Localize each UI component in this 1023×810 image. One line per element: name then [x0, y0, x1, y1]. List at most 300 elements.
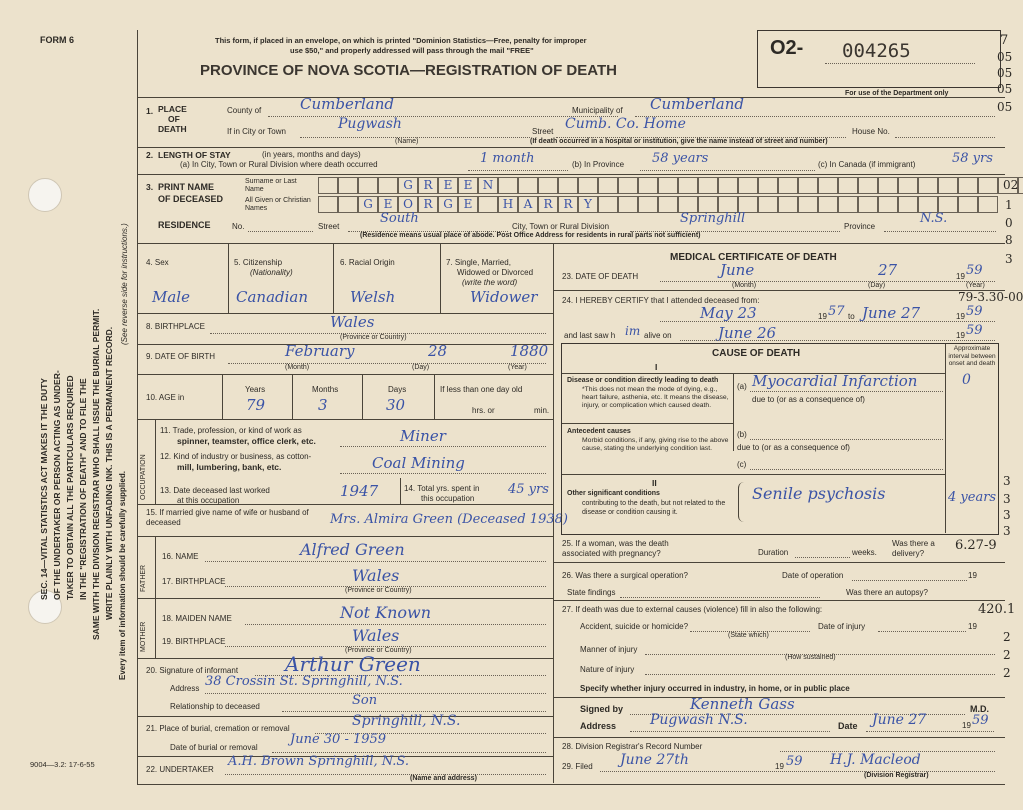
q14-value: 45 yrs — [508, 482, 549, 497]
surname-box — [378, 177, 398, 194]
physician-address-line — [630, 731, 830, 732]
surname-letter: R — [418, 177, 438, 194]
q24-from: May 23 — [700, 304, 757, 322]
residence-province-value: N.S. — [920, 211, 948, 226]
margin-code-9: 8 — [1005, 233, 1013, 247]
q13-value: 1947 — [340, 482, 379, 500]
residence-no-line — [248, 231, 313, 232]
accident-label: Accident, suicide or homicide? — [580, 622, 689, 631]
margin-code-8: 0 — [1005, 216, 1013, 230]
q24-from-year-prefix: 19 — [818, 312, 827, 321]
stay-province-label: (b) In Province — [572, 160, 625, 169]
race-label: 6. Racial Origin — [340, 258, 395, 267]
relationship-value: Son — [352, 693, 378, 708]
q11-label-1: 11. Trade, profession, or kind of work as — [160, 426, 302, 435]
stay-province-line — [640, 170, 815, 171]
q24-from-year: 57 — [828, 304, 845, 319]
birthplace-value: Wales — [330, 313, 375, 331]
q11-value: Miner — [400, 427, 446, 445]
q13-divider — [400, 478, 401, 504]
father-side-label: FATHER — [140, 564, 147, 592]
informant-address: 38 Crossin St. Springhill, N.S. — [205, 674, 403, 689]
registrar-caption: (Division Registrar) — [864, 772, 929, 779]
physician-date-label: Date — [838, 721, 858, 731]
dob-year: 1880 — [510, 342, 549, 360]
q24-label: 24. I HEREBY CERTIFY that I attended deceased from: — [562, 296, 760, 305]
stay-canada-label: (c) In Canada (if immigrant) — [818, 160, 916, 169]
dob-month: February — [285, 342, 355, 360]
rule-signed — [553, 737, 1005, 738]
dob-day-caption: (Day) — [412, 364, 430, 371]
q14-label-1: 14. Total yrs. spent in — [404, 484, 480, 493]
marital-sub: (write the word) — [462, 278, 518, 287]
given-label: All Given or Christian Names — [245, 197, 311, 212]
surname-letter: G — [398, 177, 418, 194]
margin-code-3: 05 — [997, 66, 1013, 80]
surname-box — [778, 177, 798, 194]
date-of-operation-line — [852, 580, 967, 581]
residence-city-label: City, Town or Rural Division — [512, 222, 610, 231]
given-box — [758, 196, 778, 213]
other-value: Senile psychosis — [752, 484, 886, 503]
surname-box — [638, 177, 658, 194]
mother-birthplace-label: 19. BIRTHPLACE — [162, 637, 226, 646]
given-box — [818, 196, 838, 213]
specify-label: Specify whether injury occurred in industry, in home, or in public place — [580, 684, 850, 693]
department-use-note: For use of the Department only — [845, 90, 949, 97]
cause-a-line — [750, 391, 943, 392]
surname-box — [838, 177, 858, 194]
surname-box — [538, 177, 558, 194]
nature-line — [645, 674, 995, 675]
physician-address-label: Address — [580, 721, 617, 731]
given-letter: R — [538, 196, 558, 213]
undertaker-line — [225, 774, 546, 775]
mother-birthplace-value: Wales — [352, 626, 400, 645]
city-value: Pugwash — [338, 116, 402, 132]
given-letter: Y — [578, 196, 598, 213]
sec2-num: 2. — [146, 150, 154, 160]
municipality-value: Cumberland — [650, 95, 745, 113]
disease-label: Disease or condition directly leading to death — [567, 377, 719, 384]
antecedent-label: Antecedent causes — [567, 428, 631, 435]
date-of-injury-label: Date of injury — [818, 622, 866, 631]
rule-15 — [137, 536, 553, 537]
q23-day: 27 — [878, 261, 898, 279]
q15-label: 15. If married give name of wife or husband of deceased — [146, 508, 309, 527]
md-label: M.D. — [970, 704, 989, 714]
other-bracket — [738, 482, 939, 522]
surname-box — [918, 177, 938, 194]
registration-prefix: O2- — [770, 37, 804, 59]
margin-code-13: 420.1 — [978, 602, 1016, 617]
street-value: Cumb. Co. Home — [565, 116, 686, 132]
age-min-label: min. — [534, 406, 550, 415]
physician-address: Pugwash N.S. — [650, 712, 748, 728]
filed-year-prefix: 19 — [775, 762, 784, 771]
q15-value: Mrs. Almira Green (Deceased 1938) — [330, 512, 568, 527]
every-item-note: Every item of information should be carefully supplied. — [118, 471, 127, 680]
age-divider-3 — [362, 374, 363, 419]
residence-caption: (Residence means usual place of abode. Post Office Address for residents in rural parts not sufficient) — [360, 232, 701, 239]
given-box — [658, 196, 678, 213]
surname-box — [818, 177, 838, 194]
relationship-line — [282, 711, 546, 712]
given-letter: G — [358, 196, 378, 213]
surname-box — [758, 177, 778, 194]
surname-box — [958, 177, 978, 194]
sec1-label-death: DEATH — [158, 124, 187, 134]
rule-20 — [137, 716, 553, 717]
citizenship-label: 5. Citizenship — [234, 258, 283, 267]
mother-name-line — [245, 624, 546, 625]
given-box — [958, 196, 978, 213]
roman-two: II — [652, 478, 657, 488]
how-sustained-caption: (How sustained) — [785, 654, 836, 661]
roman-one: I — [655, 362, 658, 372]
stay-province-value: 58 years — [652, 151, 709, 166]
age-months-label: Months — [312, 385, 339, 394]
q23-day-cap: (Day) — [868, 282, 886, 289]
margin-code-2: 05 — [997, 50, 1013, 64]
margin-code-19: 3 — [1003, 508, 1011, 522]
filed-year: 59 — [786, 754, 803, 769]
burial-label: 21. Place of burial, cremation or removal — [146, 724, 290, 733]
form-title: PROVINCE OF NOVA SCOTIA—REGISTRATION OF DEATH — [200, 62, 617, 79]
delivery-label: Was there a delivery? — [892, 539, 935, 558]
mother-side-label: MOTHER — [140, 621, 147, 652]
q23-month-cap: (Month) — [732, 282, 757, 289]
q24-to-year-prefix: 19 — [956, 312, 965, 321]
last-saw-date: June 26 — [718, 324, 777, 342]
divider-4 — [228, 243, 229, 313]
filed-date: June 27th — [620, 752, 689, 768]
rule-top — [137, 97, 1005, 98]
hospital-caption: (If death occurred in a hospital or institution, give the name instead of street and number) — [530, 138, 828, 145]
q23-label: 23. DATE OF DEATH — [562, 272, 639, 281]
instruction-sec14-3: TAKER TO OBTAIN ALL THE PARTICULARS REQUIRED — [65, 375, 75, 600]
surname-label: Surname or Last Name — [245, 178, 297, 193]
instruction-sec14-6: WRITE PLAINLY WITH UNFADING INK. THIS IS A PERMANENT RECORD. — [104, 326, 114, 620]
given-box — [898, 196, 918, 213]
stay-city-label: (a) In City, Town or Rural Division where death occurred — [180, 160, 378, 169]
q23-month: June — [720, 261, 755, 279]
physician-date-year: 59 — [972, 713, 989, 728]
form-print-code: 9004—3.2: 17-6-55 — [30, 760, 95, 769]
house-line — [895, 137, 995, 138]
race-value: Welsh — [350, 288, 396, 306]
q23-line — [660, 281, 995, 282]
surname-box — [498, 177, 518, 194]
sec1-num: 1. — [146, 106, 154, 116]
given-box — [838, 196, 858, 213]
father-name-label: 16. NAME — [162, 552, 199, 561]
cause-a-due-to: due to (or as a consequence of) — [752, 395, 865, 404]
given-box — [338, 196, 358, 213]
residence-street-label: Street — [318, 222, 340, 231]
sex-value: Male — [152, 288, 190, 306]
margin-code-6: 02 — [1003, 178, 1019, 192]
nature-label: Nature of injury — [580, 665, 635, 674]
q13-label-2: at this occupation — [177, 496, 240, 505]
age-lt-day-label: If less than one day old — [440, 385, 523, 394]
q28-label: 28. Division Registrar's Record Number — [562, 742, 703, 751]
q11-label-2: spinner, teamster, office clerk, etc. — [177, 436, 316, 446]
age-years-value: 79 — [246, 396, 266, 414]
stay-city-value: 1 month — [480, 151, 535, 166]
age-hrs-label: hrs. or — [472, 406, 495, 415]
sec1-label-place: PLACE — [158, 104, 187, 114]
q14-label-2: this occupation — [421, 494, 475, 503]
given-letter — [478, 196, 498, 213]
cause-sub-rule-3 — [562, 474, 945, 475]
residence-province-label: Province — [844, 222, 876, 231]
given-box — [638, 196, 658, 213]
weeks-label: weeks. — [852, 548, 877, 557]
burial-date-line — [272, 752, 546, 753]
undertaker-value: A.H. Brown Springhill, N.S. — [228, 754, 410, 769]
postage-notice-2: use $50," and properly addressed will pass through the mail "FREE" — [290, 46, 534, 55]
cause-c-line — [750, 469, 943, 470]
surname-box — [798, 177, 818, 194]
q26-label: 26. Was there a surgical operation? — [562, 571, 688, 580]
alive-label: alive on — [644, 331, 672, 340]
dob-day: 28 — [428, 342, 448, 360]
state-findings-label: State findings — [567, 588, 616, 597]
q12-line — [340, 473, 546, 474]
surname-box — [338, 177, 358, 194]
surname-box — [938, 177, 958, 194]
cause-interval-divider — [945, 344, 946, 533]
dob-year-caption: (Year) — [508, 364, 527, 371]
given-letter: O — [398, 196, 418, 213]
relationship-label: Relationship to deceased — [170, 702, 260, 711]
last-saw-year: 59 — [966, 323, 983, 338]
cause-a-interval: 0 — [962, 372, 971, 388]
given-box — [318, 196, 338, 213]
q23-year-prefix: 19 — [956, 272, 965, 281]
county-label: County of — [227, 106, 262, 115]
q23-year: 59 — [966, 263, 983, 278]
sec2-label: LENGTH OF STAY — [158, 150, 231, 160]
given-letter: H — [498, 196, 518, 213]
rule-sec1 — [137, 147, 1005, 148]
date-of-operation-year: 19 — [968, 571, 977, 580]
age-divider-4 — [434, 374, 435, 419]
stay-canada-value: 58 yrs — [952, 151, 993, 166]
given-box — [798, 196, 818, 213]
surname-box — [858, 177, 878, 194]
mother-name-value: Not Known — [340, 603, 432, 622]
father-birthplace-label: 17. BIRTHPLACE — [162, 577, 226, 586]
municipality-label: Municipality of — [572, 106, 623, 115]
cause-b-label: (b) — [737, 430, 747, 439]
surname-box — [1018, 177, 1023, 194]
occupation-side-divider — [155, 419, 156, 504]
last-saw-year-prefix: 19 — [956, 331, 965, 340]
residence-province-line — [884, 231, 996, 232]
divider-5 — [333, 243, 334, 313]
informant-signature: Arthur Green — [285, 652, 421, 676]
mother-prov-caption: (Province or Country) — [345, 647, 412, 654]
q25-label: 25. If a woman, was the death associated with pregnancy? — [562, 539, 669, 558]
rule-sec3 — [137, 243, 1005, 244]
last-saw-line — [680, 340, 995, 341]
autopsy-label: Was there an autopsy? — [846, 588, 928, 597]
q12-label-2: mill, lumbering, bank, etc. — [177, 462, 282, 472]
given-box — [858, 196, 878, 213]
residence-no-label: No. — [232, 222, 245, 231]
margin-code-15: 2 — [1003, 648, 1011, 662]
filed-line — [600, 771, 995, 772]
rule-sec2 — [137, 174, 1005, 175]
q24-to-label: to — [848, 312, 855, 321]
age-days-label: Days — [388, 385, 407, 394]
rule-10 — [137, 419, 553, 420]
age-divider-2 — [292, 374, 293, 419]
cause-b-due-to: due to (or as a consequence of) — [737, 443, 850, 452]
given-letter: E — [458, 196, 478, 213]
last-saw-mid: im — [625, 324, 641, 338]
rule-bottom — [137, 784, 1005, 785]
cause-a-value: Myocardial Infarction — [752, 372, 918, 390]
residence-label: RESIDENCE — [158, 220, 211, 230]
physician-date-line — [866, 731, 994, 732]
surname-box — [618, 177, 638, 194]
form-left-border — [137, 30, 138, 785]
sec2-label-rest: (in years, months and days) — [262, 150, 361, 159]
sec3-num: 3. — [146, 182, 154, 192]
medical-title: MEDICAL CERTIFICATE OF DEATH — [670, 252, 837, 263]
last-saw-label: and last saw h — [564, 331, 616, 340]
antecedent-desc: Morbid conditions, if any, giving rise to the above cause, stating the underlying condition last. — [582, 437, 729, 452]
instruction-sec14-2: OF THE UNDERTAKER OR PERSON ACTING AS UNDER- — [52, 370, 62, 600]
sec3-label-print: PRINT NAME — [158, 182, 214, 192]
father-side-divider — [155, 536, 156, 598]
margin-code-14: 2 — [1003, 630, 1011, 644]
dob-month-caption: (Month) — [285, 364, 310, 371]
physician-date-year-prefix: 19 — [962, 721, 971, 730]
surname-box — [878, 177, 898, 194]
sec1-label-of: OF — [168, 114, 180, 124]
cause-inner-divider — [733, 373, 734, 451]
q13-label-1: 13. Date deceased last worked — [160, 486, 270, 495]
residence-city-value: Springhill — [680, 211, 746, 226]
surname-box — [358, 177, 378, 194]
surname-box — [318, 177, 338, 194]
q11-line — [340, 446, 546, 447]
postage-notice-1: This form, if placed in an envelope, on which is printed "Dominion Statistics—Free, penalty for improper — [215, 36, 587, 45]
margin-code-17: 3 — [1003, 474, 1011, 488]
margin-code-4: 05 — [997, 82, 1013, 96]
physician-signature: Kenneth Gass — [690, 695, 795, 713]
date-of-injury-year: 19 — [968, 622, 977, 631]
margin-code-7: 1 — [1005, 198, 1013, 212]
surname-box — [658, 177, 678, 194]
marital-label-2: Widowed or Divorced — [457, 268, 534, 277]
given-box — [978, 196, 998, 213]
q12-label-1: 12. Kind of industry or business, as cotton- — [160, 452, 312, 461]
punch-hole-top — [28, 178, 62, 212]
cause-b-line — [750, 439, 943, 440]
surname-box — [558, 177, 578, 194]
surname-letter: E — [458, 177, 478, 194]
given-box — [598, 196, 618, 213]
surname-boxes — [318, 177, 1023, 194]
margin-code-10: 3 — [1005, 252, 1013, 266]
surname-box — [518, 177, 538, 194]
father-birthplace-value: Wales — [352, 566, 400, 585]
form-number: FORM 6 — [40, 35, 75, 45]
margin-code-16: 2 — [1003, 666, 1011, 680]
instruction-sec14-1: SEC. 14—VITAL STATISTICS ACT MAKES IT THE DUTY — [39, 378, 49, 600]
informant-address-label: Address — [170, 684, 200, 693]
rule-25 — [553, 562, 1005, 563]
stay-city-line — [468, 170, 568, 171]
cause-a-label: (a) — [737, 382, 747, 391]
see-reverse-note: (See reverse side for instructions.) — [120, 223, 129, 345]
age-months-value: 3 — [318, 396, 328, 414]
burial-value: Springhill, N.S. — [352, 713, 461, 729]
margin-code-5: 05 — [997, 100, 1013, 114]
other-interval: 4 years — [948, 490, 997, 505]
given-box — [618, 196, 638, 213]
marital-value: Widower — [470, 288, 538, 306]
residence-street-value: South — [380, 211, 419, 226]
registrar-signature: H.J. Macleod — [830, 752, 921, 768]
q23-year-cap: (Year) — [966, 282, 985, 289]
margin-code-20: 3 — [1003, 524, 1011, 538]
date-of-injury-line — [878, 631, 966, 632]
given-letter: R — [418, 196, 438, 213]
burial-date-label: Date of burial or removal — [170, 743, 258, 752]
date-of-operation-label: Date of operation — [782, 571, 844, 580]
age-years-label: Years — [245, 385, 266, 394]
state-which-caption: (State which) — [728, 632, 769, 639]
other-desc: contributing to the death, but not related to the disease or condition causing it. — [582, 500, 726, 516]
rule-9 — [137, 374, 553, 375]
signed-label: Signed by — [580, 704, 624, 714]
rule-occ — [137, 504, 553, 505]
marital-label-1: 7. Single, Married, — [446, 258, 511, 267]
margin-code-1: 7 — [1000, 33, 1009, 48]
name-caption: (Name) — [395, 138, 419, 145]
surname-box — [978, 177, 998, 194]
surname-box — [718, 177, 738, 194]
instruction-sec14-4: IN THE "REGISTRATION OF DEATH" AND TO FILE THE — [78, 378, 88, 600]
physician-date: June 27 — [872, 712, 927, 728]
informant-sig-label: 20. Signature of informant — [146, 666, 239, 675]
interval-label: Approximate interval between onset and death — [948, 345, 996, 367]
dob-label: 9. DATE OF BIRTH — [146, 352, 216, 361]
given-box — [878, 196, 898, 213]
surname-box — [598, 177, 618, 194]
citizenship-sub: (Nationality) — [250, 268, 293, 277]
registration-number: 004265 — [842, 40, 911, 62]
q24-line — [660, 321, 995, 322]
q24-to: June 27 — [862, 304, 921, 322]
mother-name-label: 18. MAIDEN NAME — [162, 614, 232, 623]
given-box — [778, 196, 798, 213]
surname-letter: N — [478, 177, 498, 194]
given-boxes — [318, 196, 998, 213]
surname-box — [578, 177, 598, 194]
surname-box — [898, 177, 918, 194]
age-divider-1 — [222, 374, 223, 419]
divider-6 — [440, 243, 441, 313]
citizenship-value: Canadian — [236, 288, 309, 306]
sec3-label-deceased: OF DECEASED — [158, 194, 224, 204]
